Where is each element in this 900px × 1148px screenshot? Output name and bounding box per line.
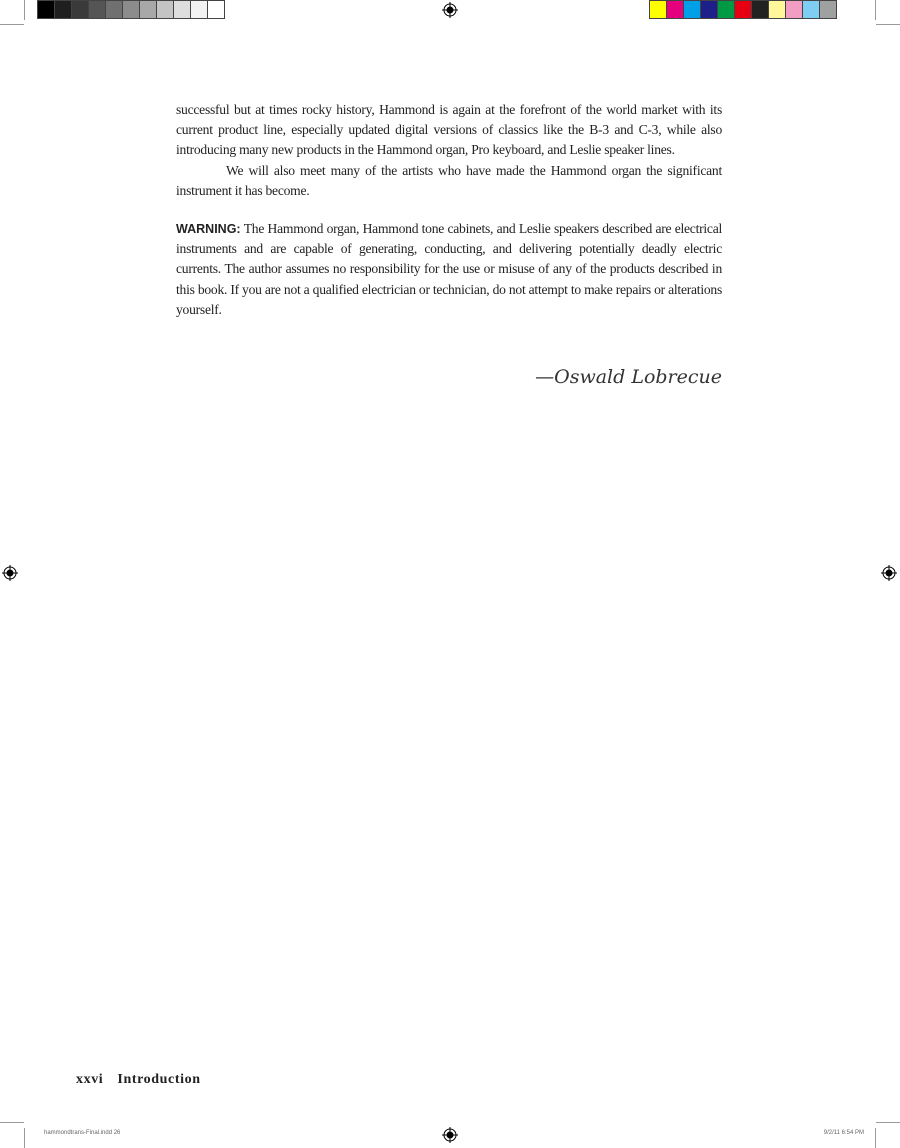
color-swatch (802, 0, 820, 19)
color-swatch (37, 0, 55, 19)
author-signature: —Oswald Lobrecue (535, 366, 722, 388)
crop-mark (875, 1128, 876, 1148)
color-swatch (207, 0, 225, 19)
paragraph: successful but at times rocky history, Hammond is again at the forefront of the world market with its current product line, especially updated digital versions of classics like the B-3 and C-3, while also introducing many new products in the Hammond organ, Pro keyboard, and Leslie speaker lines. (176, 102, 722, 158)
crop-mark (0, 1122, 24, 1123)
warning-text: The Hammond organ, Hammond tone cabinets, and Leslie speakers described are electrical instruments and are capable of generating, conducting, and delivering potentially deadly electric currents. The author assumes no responsibility for the use or misuse of any of the products described in this book. If you are not a qualified electrician or technician, do not attempt to make repairs or alterations yourself. (176, 221, 722, 317)
color-swatch (649, 0, 667, 19)
registration-mark-icon (442, 1127, 458, 1143)
color-swatch (190, 0, 208, 19)
color-swatch (54, 0, 72, 19)
print-slug-filename: hammondtrans-Final.indd 26 (44, 1130, 121, 1136)
body-text (176, 100, 722, 320)
crop-mark (876, 1122, 900, 1123)
warning-label: WARNING: (176, 222, 241, 237)
registration-mark-icon (442, 2, 458, 18)
color-swatch (156, 0, 174, 19)
crop-mark (24, 1128, 25, 1148)
registration-mark-icon (2, 565, 18, 581)
color-swatch (122, 0, 140, 19)
color-swatch (700, 0, 718, 19)
crop-mark (0, 24, 24, 25)
warning-paragraph (176, 219, 722, 320)
color-swatch (71, 0, 89, 19)
color-swatch (768, 0, 786, 19)
color-swatch (105, 0, 123, 19)
page-footer (76, 1072, 201, 1088)
color-swatch (666, 0, 684, 19)
color-swatch (173, 0, 191, 19)
crop-mark (876, 24, 900, 25)
color-swatch (88, 0, 106, 19)
crop-mark (875, 0, 876, 20)
color-swatch (683, 0, 701, 19)
registration-mark-icon (881, 565, 897, 581)
page-number: xxvi (76, 1072, 104, 1087)
color-swatch (139, 0, 157, 19)
grayscale-color-bar (37, 0, 224, 20)
color-swatch (785, 0, 803, 19)
color-swatch (734, 0, 752, 19)
color-swatch (751, 0, 769, 19)
process-color-bar (649, 0, 836, 20)
color-swatch (717, 0, 735, 19)
paragraph: We will also meet many of the artists who have made the Hammond organ the significant instrument it has become. (176, 162, 722, 198)
color-swatch (819, 0, 837, 19)
print-slug-timestamp: 9/2/11 6:54 PM (823, 1130, 864, 1136)
crop-mark (24, 0, 25, 20)
section-title: Introduction (117, 1072, 201, 1087)
